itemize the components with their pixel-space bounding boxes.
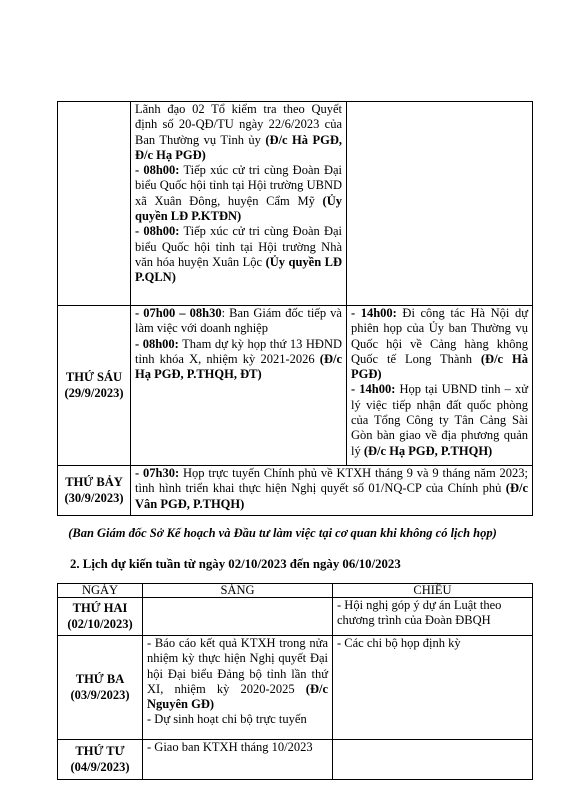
day-cell	[58, 636, 143, 740]
day-cell	[58, 306, 131, 466]
schedule-entry: - 08h00: Tiếp xúc cử tri cùng Đoàn Đại biểu Quốc hội tỉnh tại Hội trường Nhà văn hóa huyện Xuân Lộc (Ủy quyền LĐ P.QLN)	[135, 224, 343, 285]
afternoon-cell	[333, 636, 533, 740]
schedule-entry: Lãnh đạo 02 Tổ kiểm tra theo Quyết định số 20-QĐ/TU ngày 22/6/2023 của Ban Thường vụ Tỉnh ủy (Đ/c Hà PGĐ, Đ/c Hạ PGĐ)	[135, 102, 342, 162]
day-cell	[58, 102, 131, 306]
table-row	[58, 102, 533, 306]
day-date: (02/10/2023)	[67, 616, 133, 631]
table-row	[58, 466, 533, 516]
day-date: (29/9/2023)	[64, 385, 124, 400]
day-cell	[58, 466, 131, 516]
schedule-entry: - Giao ban KTXH tháng 10/2023	[147, 740, 313, 754]
schedule-entry: - 14h00: Họp tại UBND tỉnh – xử lý việc tiếp nhận đất quốc phòng của Tổng Công ty Tân Cảng Sài Gòn bàn giao về địa phương quản lý (Đ/c Hạ PGĐ, P.THQH)	[351, 382, 528, 458]
day-cell	[58, 598, 143, 636]
day-name: THỨ TƯ	[75, 744, 125, 759]
schedule-entry: - Các chi bộ họp định kỳ	[337, 636, 461, 650]
afternoon-cell	[347, 306, 533, 466]
day-name: THỨ SÁU	[65, 370, 123, 385]
morning-cell	[131, 306, 347, 466]
day-date: (30/9/2023)	[64, 490, 124, 505]
morning-cell	[143, 740, 333, 780]
table-row	[58, 306, 533, 466]
day-cell	[58, 740, 143, 780]
day-date: (03/9/2023)	[70, 687, 130, 702]
table-row	[58, 636, 533, 740]
table-row	[58, 598, 533, 636]
section-heading: 2. Lịch dự kiến tuần từ ngày 02/10/2023 đến ngày 06/10/2023	[70, 557, 401, 571]
day-date: (04/9/2023)	[70, 759, 130, 774]
morning-cell	[131, 102, 347, 306]
header-day: NGÀY	[58, 584, 143, 598]
afternoon-cell	[333, 598, 533, 636]
schedule-entry: - 14h00: Đi công tác Hà Nội dự phiên họp của Ủy ban Thường vụ Quốc hội về Cảng hàng không Quốc tế Long Thành (Đ/c Hà PGĐ)	[351, 306, 529, 382]
office-note: (Ban Giám đốc Sở Kế hoạch và Đầu tư làm việc tại cơ quan khi không có lịch họp)	[68, 526, 497, 540]
schedule-table-week1	[57, 101, 533, 516]
table-header-row	[58, 584, 533, 598]
schedule-table-week2	[57, 583, 533, 780]
header-afternoon: CHIỀU	[333, 584, 533, 598]
schedule-entry: - Báo cáo kết quả KTXH trong nửa nhiệm kỳ thực hiện Nghị quyết Đại hội Đại biểu Đảng bộ tỉnh lần thứ XI, nhiệm kỳ 2020-2025 (Đ/c Nguyên GĐ)	[147, 636, 328, 712]
day-name: THỨ HAI	[72, 601, 128, 616]
afternoon-cell	[347, 102, 533, 306]
morning-cell	[143, 636, 333, 740]
schedule-entry: - 07h00 – 08h30: Ban Giám đốc tiếp và làm việc với doanh nghiệp	[135, 306, 342, 336]
schedule-entry: - Hội nghị góp ý dự án Luật theo chương trình của Đoàn ĐBQH	[337, 598, 502, 628]
full-day-cell	[131, 466, 533, 516]
day-name: THỨ BA	[75, 672, 125, 687]
header-morning: SÁNG	[143, 584, 333, 598]
schedule-entry: - 08h00: Tiếp xúc cử tri cùng Đoàn Đại biểu Quốc hội tỉnh tại Hội trường UBND xã Xuân Đông, huyện Cẩm Mỹ (Ủy quyền LĐ P.KTĐN)	[135, 163, 342, 224]
schedule-entry: - 07h30: Họp trực tuyến Chính phủ về KTXH tháng 9 và 9 tháng năm 2023; tình hình triển khai thực hiện Nghị quyết số 01/NQ-CP của Chính phủ (Đ/c Vân PGĐ, P.THQH)	[135, 466, 529, 511]
afternoon-cell	[333, 740, 533, 780]
schedule-entry: - 08h00: Tham dự kỳ họp thứ 13 HĐND tỉnh khóa X, nhiệm kỳ 2021-2026 (Đ/c Hạ PGĐ, P.THQH, ĐT)	[135, 336, 342, 382]
morning-cell	[143, 598, 333, 636]
table-row	[58, 740, 533, 780]
schedule-entry: - Dự sinh hoạt chi bộ trực tuyến	[147, 712, 307, 727]
day-name: THỨ BẢY	[65, 475, 123, 490]
